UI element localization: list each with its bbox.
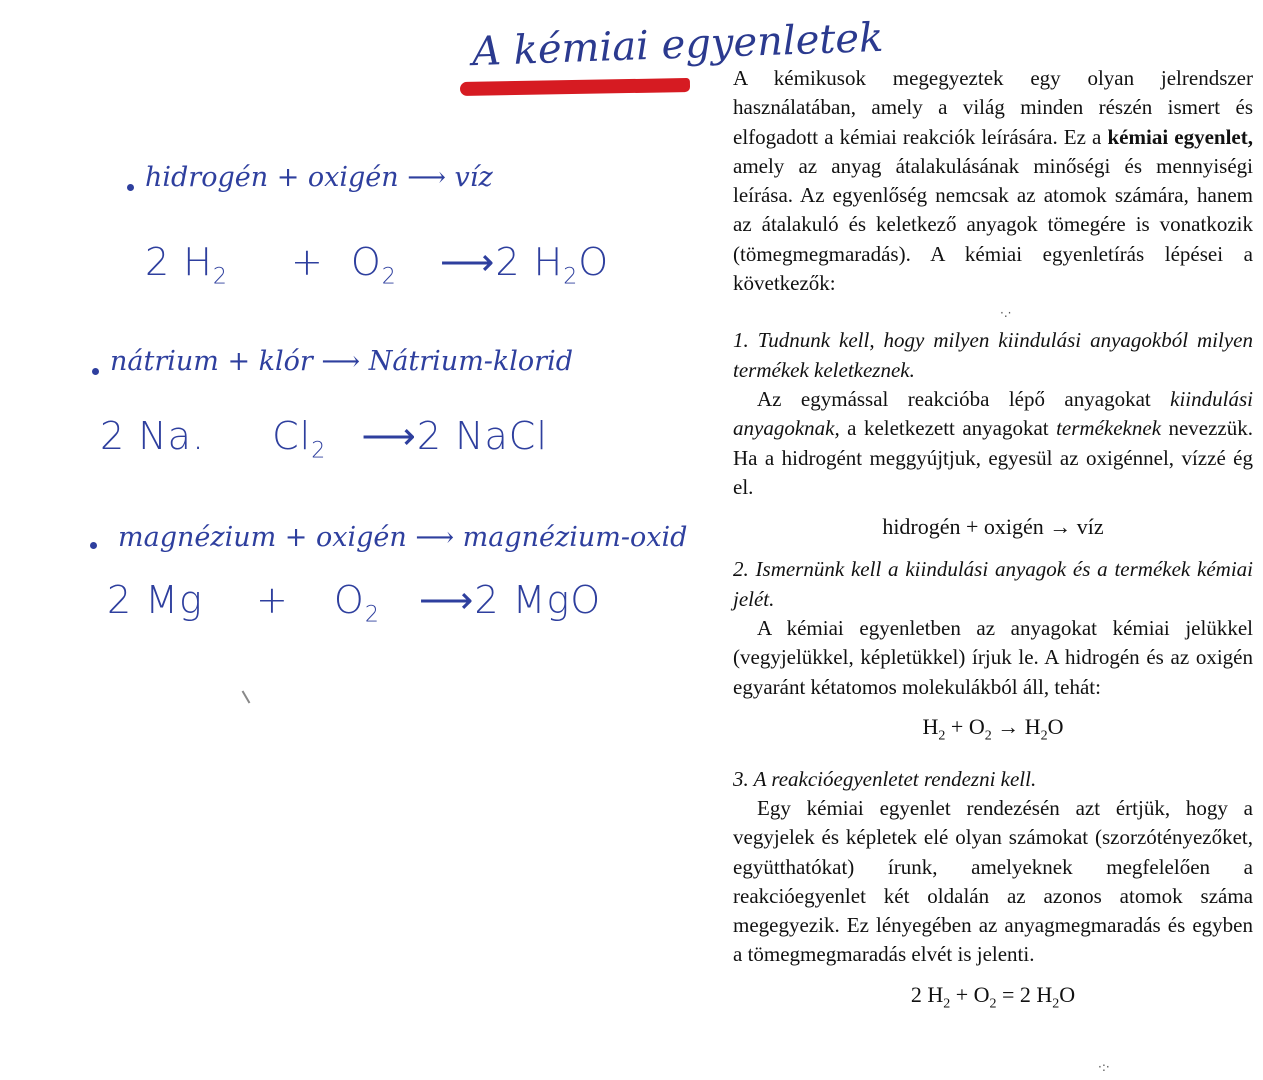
- equation-formula: [733, 712, 1253, 751]
- arrow: ⟶: [361, 414, 417, 458]
- subscript: 2: [212, 264, 228, 290]
- title-red-underline: [460, 78, 690, 96]
- subscript: 2: [381, 264, 397, 290]
- bullet-dot: [90, 542, 97, 549]
- product-tail: O: [578, 240, 610, 284]
- reactant-2: Cl: [272, 414, 312, 458]
- term-kiindulasi: kiindulási anyagoknak,: [733, 386, 1253, 441]
- step-1-text: Az egymással reakcióba lépő anyagokat: [757, 386, 1171, 411]
- product: 2 H: [495, 240, 564, 284]
- subscript: 2: [989, 996, 997, 1012]
- word-equation-3: magnézium + oxigén ⟶ magnézium-oxid: [118, 522, 688, 553]
- arrow: ⟶: [439, 240, 496, 284]
- subscript: 2: [943, 996, 951, 1012]
- step-2-heading: 2. Ismernünk kell a kiindulási anyagok és a termékek kémiai jelét.: [733, 557, 1253, 611]
- intro-bold-term: kémiai egyenlet,: [1107, 124, 1253, 149]
- scan-speck: ·:·: [1098, 1060, 1110, 1074]
- eq-part: H: [922, 713, 939, 739]
- eq-part: + O: [950, 981, 990, 1007]
- bullet-dot: [127, 184, 134, 191]
- eq-part: → H: [991, 713, 1041, 739]
- step-3-body: Egy kémiai egyenlet rendezésén azt értjük, hogy a vegyjelek és képletek elé olyan számokat (szorzótényezőket, együtthatókat) írunk, amelyeknek megfelelően a reakcióegyenlet két oldalán az azonos atomok száma megegyezik. Ez lényegében az anyagmegmaradás és egyben a tömegmegmaradás elvét is jelenti.: [733, 795, 1253, 967]
- arrow: ⟶: [418, 578, 475, 622]
- intro-paragraph: [733, 64, 1253, 298]
- word-equation-1: hidrogén + oxigén ⟶ víz: [145, 162, 493, 193]
- term-termekek: termékeknek: [1056, 416, 1162, 441]
- chemical-equation-2: [100, 414, 548, 464]
- scan-speck: ·.·: [1000, 306, 1012, 320]
- subscript: 2: [563, 264, 579, 290]
- equation-balanced: [733, 980, 1253, 1019]
- reactant-1: 2 Na.: [100, 414, 206, 458]
- eq-part: O: [1047, 713, 1064, 739]
- step-1-text-cont: a keletkezett anyagokat: [839, 416, 1057, 441]
- reactant-2: O: [350, 240, 382, 284]
- intro-text-cont: amely az anyag átalakulásának minőségi és mennyiségi leírása. Az egyenlőség nemcsak az atomok számára, hanem az átalakuló és keletkező anyagok tömegére is vonatkozik (tömegmegmaradás). A kémiai egyenletírás lépései a következők:: [733, 153, 1253, 296]
- subscript: 2: [938, 728, 946, 744]
- reactant-1: 2 Mg: [107, 578, 203, 622]
- notes-title: A kémiai egyenletek: [471, 14, 885, 76]
- subscript: 2: [364, 602, 380, 628]
- step-1-body: [733, 385, 1253, 502]
- subscript: 2: [1052, 996, 1060, 1012]
- intro-text: A kémikusok megegyeztek egy olyan jelrendszer használatában, amely a világ minden részén ismert és elfogadott a kémiai reakciók leírására. Ez a: [733, 66, 1253, 149]
- subscript: 2: [311, 438, 327, 464]
- eq-part: 2 H: [910, 981, 944, 1007]
- eq-part: = 2 H: [996, 981, 1053, 1007]
- eq-part: + O: [945, 713, 985, 739]
- product: 2 NaCl: [416, 414, 548, 458]
- reactant-2: O: [333, 578, 365, 622]
- reactant-1: 2 H: [145, 240, 213, 284]
- product: 2 MgO: [474, 578, 602, 622]
- step-3-heading: 3. A reakcióegyenletet rendezni kell.: [733, 766, 1037, 791]
- plus-sign: +: [255, 578, 289, 622]
- textbook-page: [733, 64, 1253, 1030]
- bullet-dot: [92, 368, 99, 375]
- word-equation-2: nátrium + klór ⟶ Nátrium-klorid: [110, 346, 573, 377]
- plus-sign: +: [290, 240, 324, 284]
- chemical-equation-3: [107, 578, 601, 628]
- subscript: 2: [984, 728, 992, 744]
- step-1-heading: 1. Tudnunk kell, hogy milyen kiindulási anyagokból milyen termékek keletkeznek.: [733, 328, 1253, 382]
- equation-words: hidrogén + oxigén → víz: [882, 514, 1104, 540]
- pen-mark: [242, 690, 251, 703]
- chemical-equation-1: [145, 240, 609, 290]
- step-2-body: A kémiai egyenletben az anyagokat kémiai jelükkel (vegyjelükkel, képletükkel) írjuk le. A hidrogén és az oxigén egyaránt kétatomos molekulákból áll, tehát:: [733, 616, 1253, 699]
- step-1-text-end: nevezzük. Ha a hidrogént meggyújtjuk, egyesül az oxigénnel, vízzé ég el.: [733, 416, 1253, 499]
- subscript: 2: [1040, 728, 1048, 744]
- eq-part: O: [1059, 981, 1076, 1007]
